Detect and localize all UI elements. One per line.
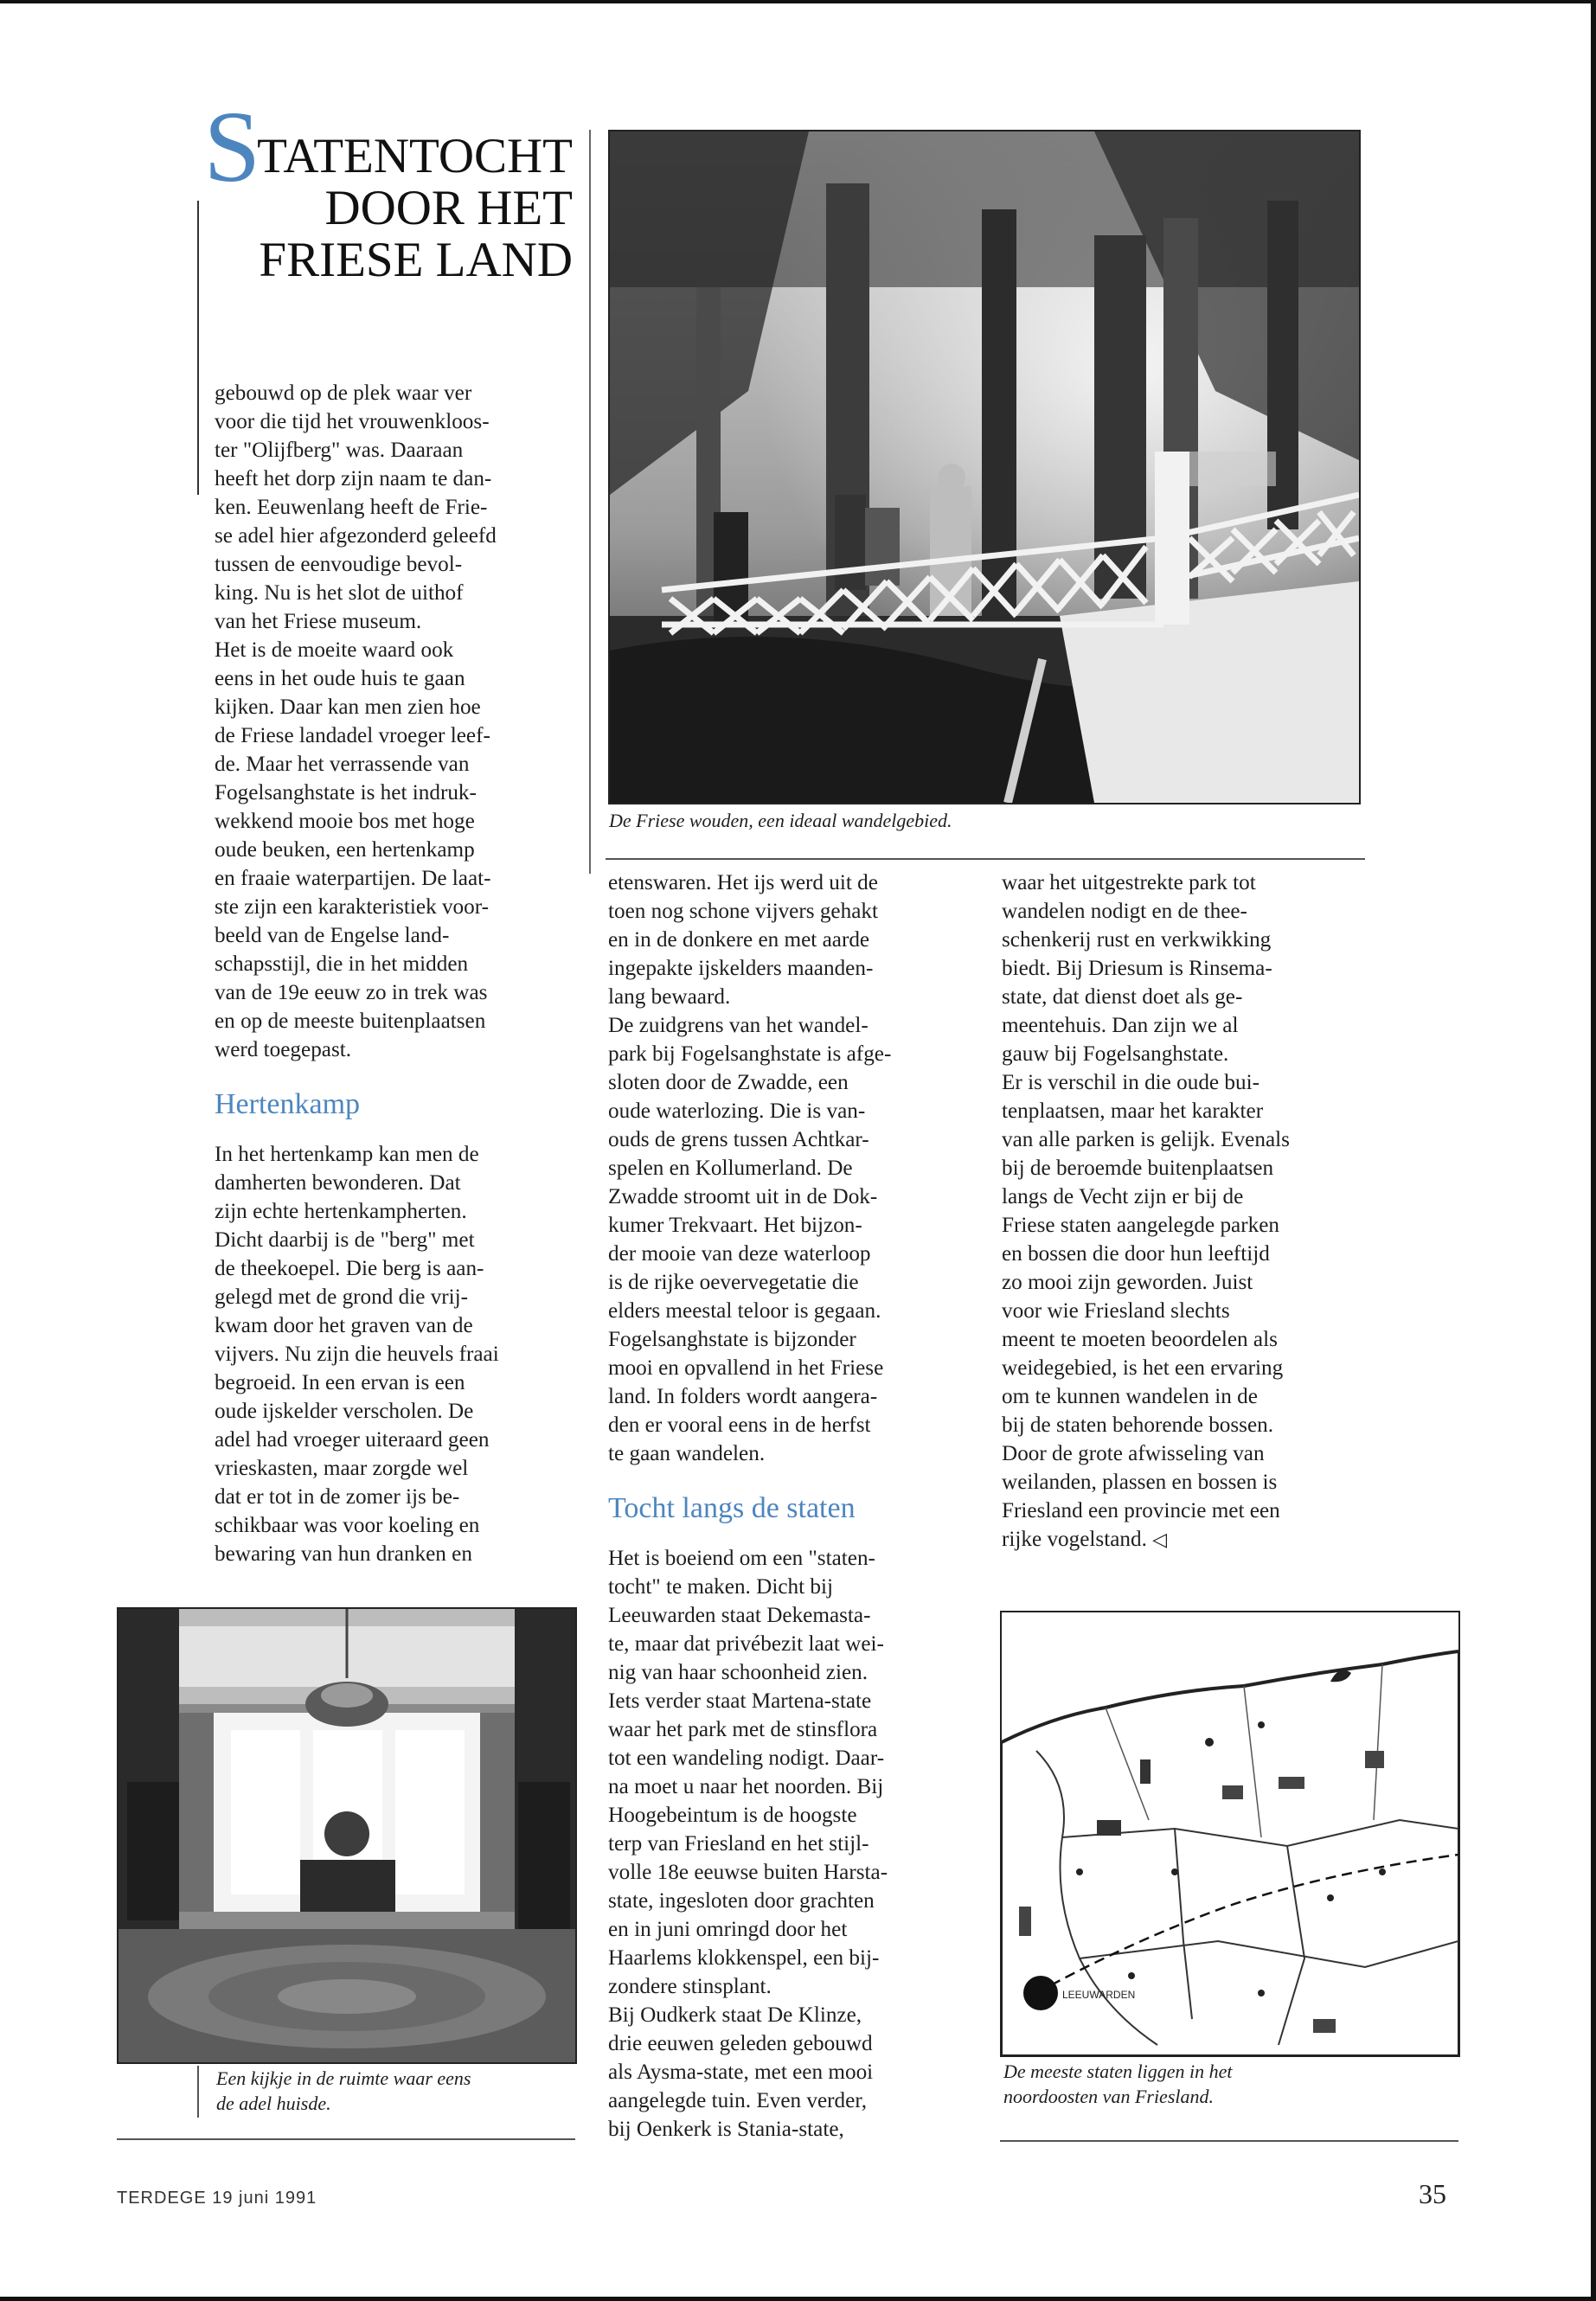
map-caption-line-2: noordoosten van Friesland. [1003,2086,1214,2107]
friesland-map [1000,1611,1460,2057]
map-caption-rule [1000,2140,1458,2142]
title-line-1: TATENTOCHT [257,129,573,183]
col1-paragraph-2: In het hertenkamp kan men de damherten bewonderen. Dat zijn echte hertenkampherten. Dicht daarbij is de "berg" met de theekoepel. Die berg is aan- gelegd met de grond die vrij- kwam door het graven van de vijvers. Nu zijn die heuvels fraai begroeid. In een ervan is een oude ijskelder verscholen. De adel had vroeger uiteraard geen vrieskasten, maar zorgde wel dat er tot in de zomer ijs be- schikbaar was voor koeling en bewaring van hun dranken en [215,1143,499,1566]
map-caption [1003,2059,1367,2109]
interior-photo-caption [216,2066,571,2116]
title-line-3: FRIESE LAND [259,233,573,287]
interior-photo-graphic [119,1609,575,2062]
forest-photo-caption: De Friese wouden, een ideaal wandelgebied. [609,810,952,831]
map-caption-line-1: De meeste staten liggen in het [1003,2061,1233,2082]
end-mark-icon: ◁ [1152,1529,1168,1551]
column-3 [1002,868,1365,1554]
forest-bridge-photo [608,130,1361,804]
title-vertical-rule [197,201,199,495]
interior-caption-rule [117,2138,575,2140]
interior-caption-line-1: Een kijkje in de ruimte waar eens [216,2067,471,2089]
interior-caption-line-2: de adel huisde. [216,2093,331,2114]
col2-paragraph-1: etenswaren. Het ijs werd uit de toen nog schone vijvers gehakt en in de donkere en met aarde ingepakte ijskelders maanden- lang bewaard. De zuidgrens van het wandel- park bij Fogelsanghstate is afge- sloten door de Zwadde, een oude waterlozing. Die is van- ouds de grens tussen Achtkar- spelen en Kollumerland. De Zwadde stroomt uit in de Dok- kumer Trekvaart. Het bijzon- der mooie van deze waterloop is de rijke oevervegetatie die elders meestal teloor is gegaan. Fogelsanghstate is bijzonder mooi en opvallend in het Friese land. In folders wordt aangera- den er vooral eens in de herfst te gaan wandelen. [608,871,892,1465]
friesland-map-graphic [1002,1612,1458,2055]
article-title [192,90,573,287]
col3-text: waar het uitgestrekte park tot wandelen nodigt en de thee- schenkerij rust en verkwikking biedt. Bij Driesum is Rinsema- state, dat dienst doet als ge- meentehuis. Dan zijn we al gauw bij Fogelsanghstate. Er is verschil in die oude bui- tenplaatsen, maar het karakter van alle parken is gelijk. Evenals bij de beroemde buitenplaatsen langs de Vecht zijn er bij de Friese staten aangelegde parken en bossen die door hun leeftijd zo mooi zijn geworden. Juist voor wie Friesland slechts meent te moeten beoordelen als weidegebied, is het een ervaring om te kunnen wandelen in de bij de staten behorende bossen. Door de grote afwisseling van weilanden, plassen en bossen is Friesland een provincie met een rijke vogelstand. [1002,871,1290,1551]
footer-publication: TERDEGE 19 juni 1991 [117,2189,317,2208]
col1-paragraph-1: gebouwd op de plek waar ver voor die tijd het vrouwenkloos- ter "Olijfberg" was. Daaraan heeft het dorp zijn naam te dan- ken. Eeuwenlang heeft de Frie- se adel hier afgezonderd geleefd tussen de eenvoudige bevol- king. Nu is het slot de uithof van het Friese museum. Het is de moeite waard ook eens in het oude huis te gaan kijken. Daar kan men zien hoe de Friese landadel vroeger leef- de. Maar het verrassende van Fogelsanghstate is het indruk- wekkend mooie bos met hoge oude beuken, een hertenkamp en fraaie waterpartijen. De laat- ste zijn een karakteristiek voor- beeld van de Engelse land- schapsstijl, die in het midden van de 19e eeuw zo in trek was en op de meeste buitenplaatsen werd toegepast. [215,381,497,1061]
page-number: 35 [1419,2178,1446,2209]
title-line-2: DOOR HET [324,181,573,235]
title-initial: S [203,90,261,203]
col3-paragraph-1 [1002,868,1365,1554]
heading-hertenkamp: Hertenkamp [215,1088,361,1120]
col2-paragraph-2: Het is boeiend om een "staten- tocht" te maken. Dicht bij Leeuwarden staat Dekemasta- te, maar dat privébezit laat wei- nig van haar schoonheid zien. Iets verder staat Martena-state waar het park met de stinsflora tot een wandeling nodigt. Daar- na moet u naar het noorden. Bij Hoogebeintum is de hoogste terp van Friesland en het stijl- volle 18e eeuwse buiten Harsta- state, ingesloten door grachten en in juni omringd door het Haarlems klokkenspel, een bij- zondere stinsplant. Bij Oudkerk staat De Klinze, drie eeuwen geleden gebouwd als Aysma-state, met een mooi aangelegde tuin. Even verder, bij Oenkerk is Stania-state, [608,1547,888,2141]
interior-caption-vertical-rule [197,2066,199,2118]
column-1 [215,379,578,1568]
heading-tocht-langs-de-staten: Tocht langs de staten [608,1492,856,1524]
interior-photo [117,1607,577,2064]
forest-photo-graphic [610,131,1359,803]
forest-caption-rule [606,858,1365,860]
column-2 [608,868,971,2144]
column-vertical-rule [589,130,591,874]
map-city-label: LEEUWARDEN [1062,1989,1136,2001]
